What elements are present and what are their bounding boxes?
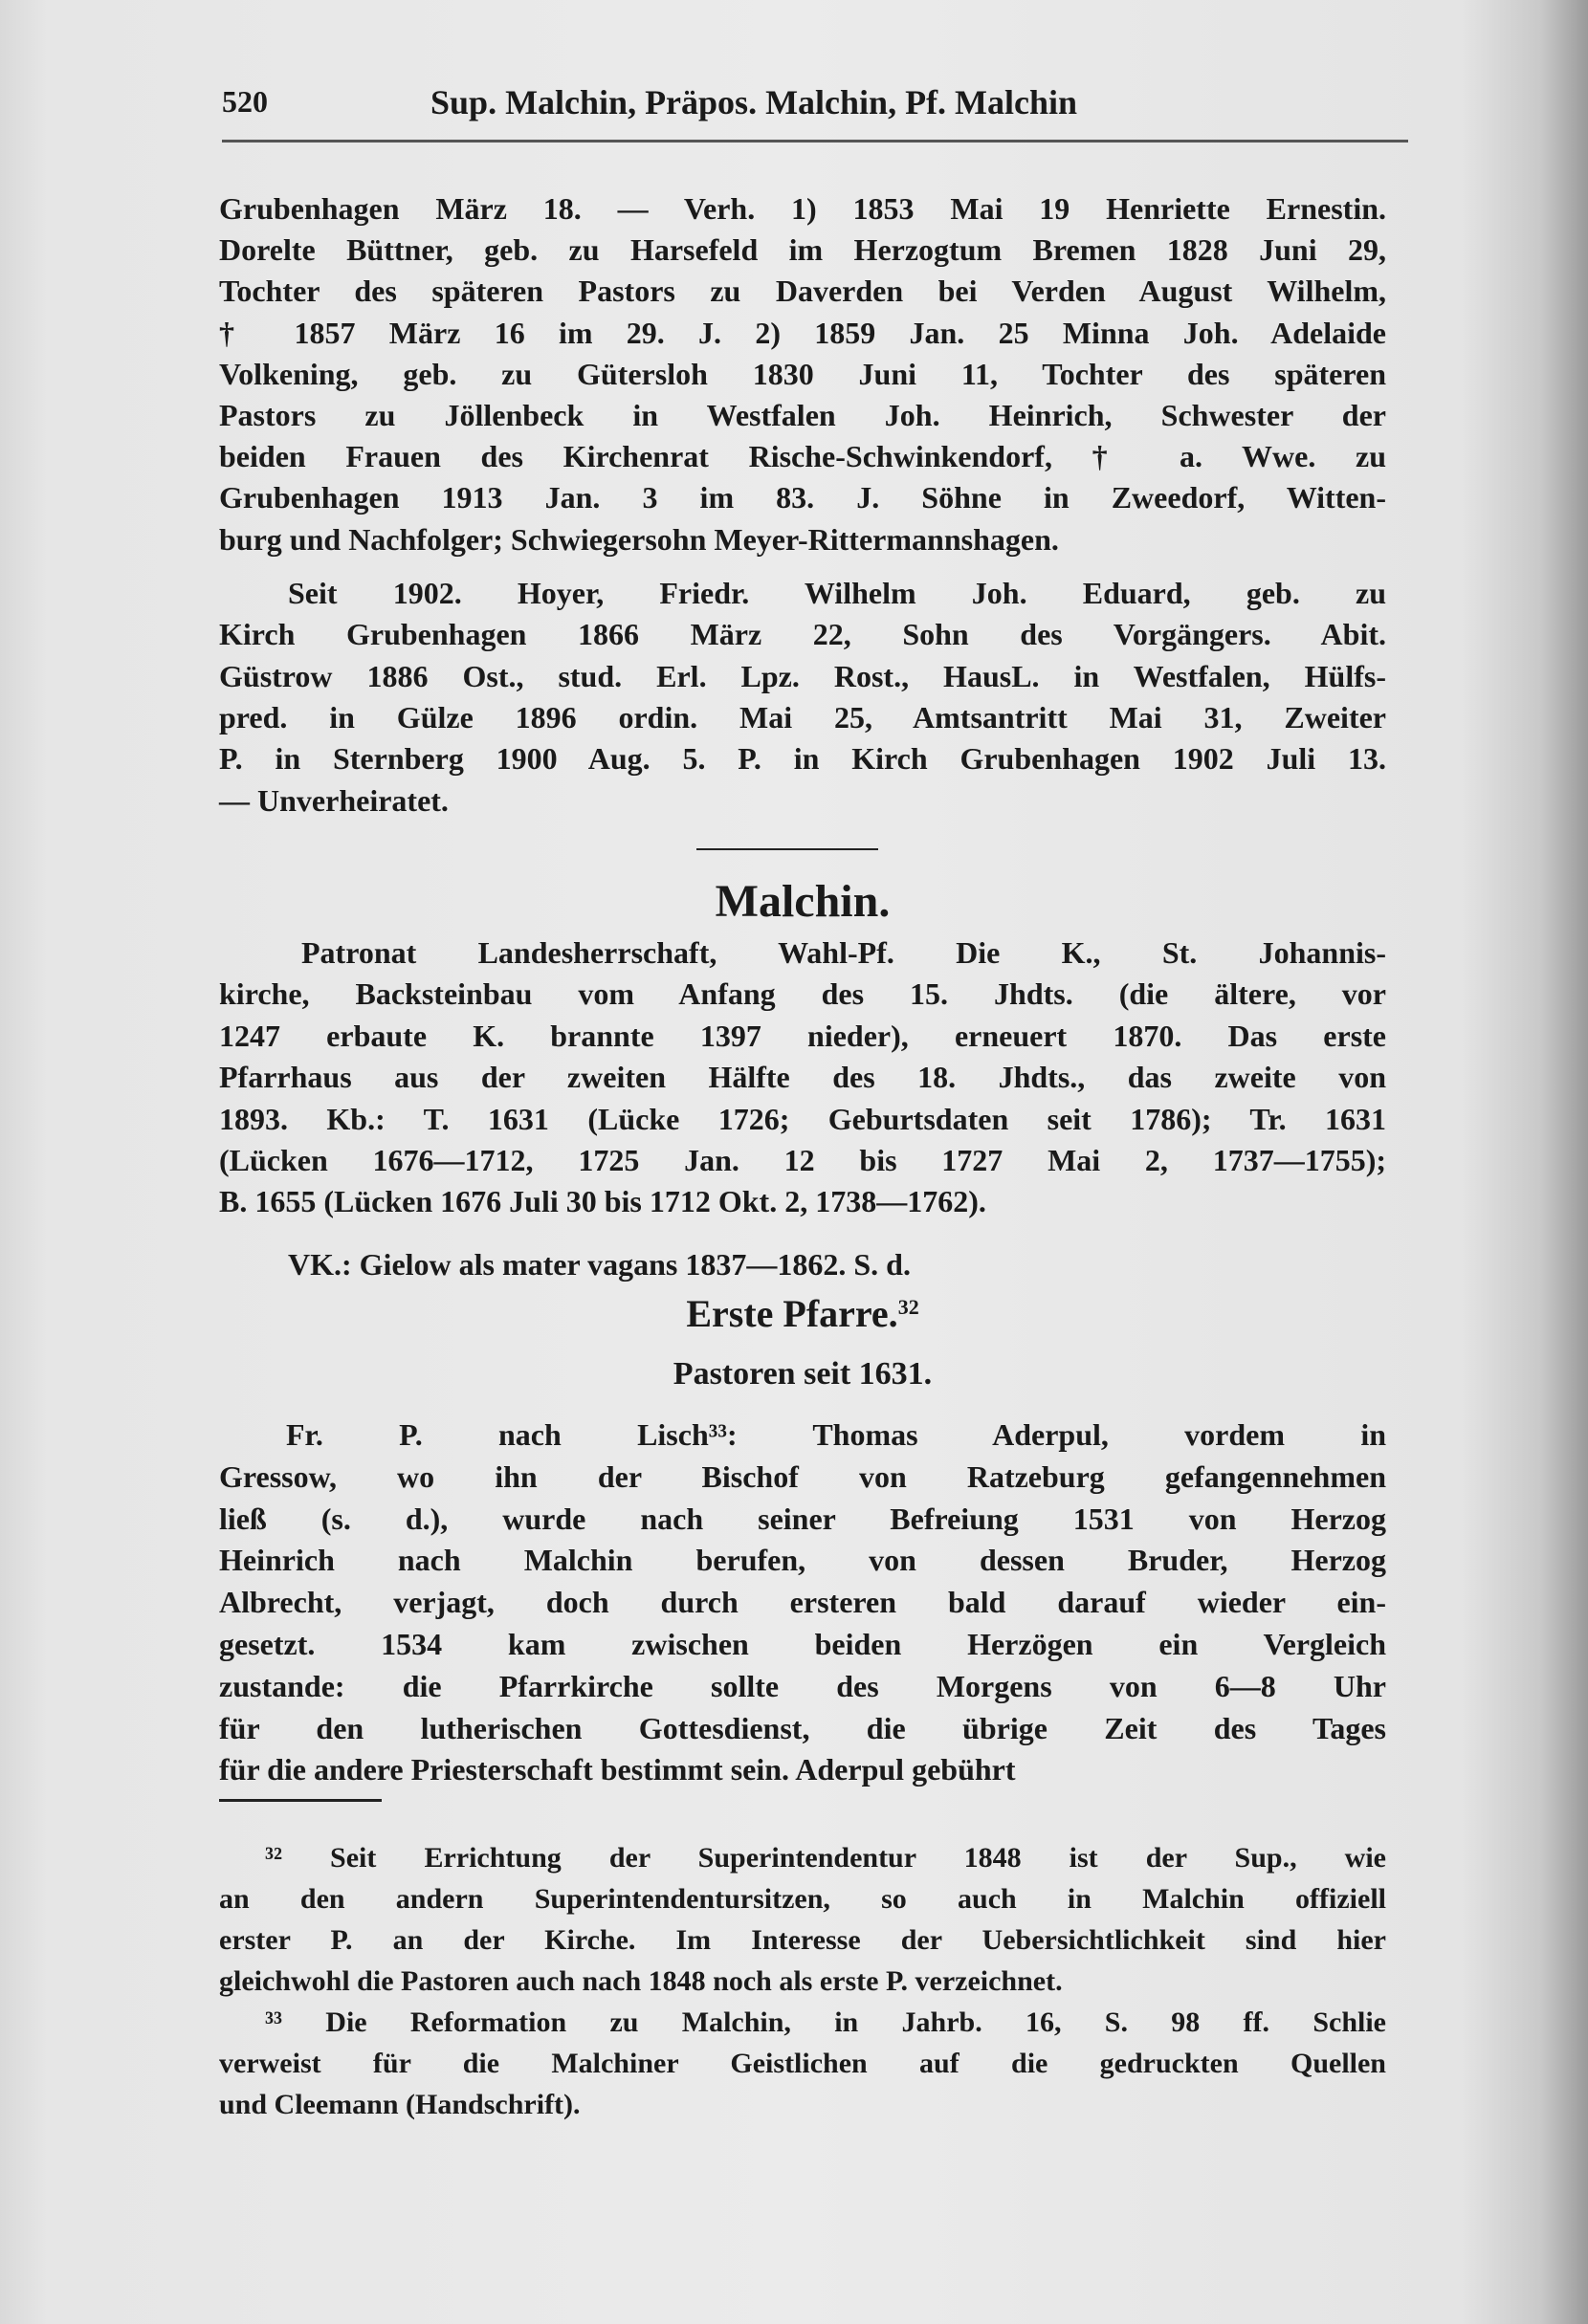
text-line: gleichwohl die Pastoren auch nach 1848 noch als erste P. verzeichnet. (219, 1965, 1063, 1997)
section-divider (696, 848, 878, 850)
text-line: und Cleemann (Handschrift). (219, 2089, 581, 2120)
text-line: Grubenhagen 1913 Jan. 3 im 83. J. Söhne in Zweedorf, Witten- (219, 480, 1386, 515)
text-line: Kirch Grubenhagen 1866 März 22, Sohn des Vorgängers. Abit. (219, 617, 1386, 652)
footnote-rule (219, 1799, 382, 1802)
text-line: B. 1655 (Lücken 1676 Juli 30 bis 1712 Okt. 2, 1738—1762). (219, 1184, 986, 1219)
running-title: Sup. Malchin, Präpos. Malchin, Pf. Malchin (430, 83, 1078, 121)
text-line: beiden Frauen des Kirchenrat Rische-Schwinkendorf, † a. Wwe. zu (219, 439, 1386, 474)
text-line: Heinrich nach Malchin berufen, von dessen Bruder, Herzog (219, 1543, 1386, 1578)
subsection-title (219, 1291, 1386, 1336)
text-line: pred. in Gülze 1896 ordin. Mai 25, Amtsantritt Mai 31, Zweiter (219, 699, 1386, 734)
text-line: Volkening, geb. zu Gütersloh 1830 Juni 11, Tochter des späteren (219, 356, 1386, 391)
header-rule (222, 140, 1408, 143)
text-line: Seit 1902. Hoyer, Friedr. Wilhelm Joh. Eduard, geb. zu (288, 576, 1386, 610)
text-line: Güstrow 1886 Ost., stud. Erl. Lpz. Rost., HausL. in Westfalen, Hülfs- (219, 658, 1386, 693)
text-line: VK.: Gielow als mater vagans 1837—1862. S. d. (288, 1247, 911, 1282)
text-line: Albrecht, verjagt, doch durch ersteren bald darauf wieder ein- (219, 1585, 1386, 1620)
text-line: Dorelte Büttner, geb. zu Harsefeld im Herzogtum Bremen 1828 Juni 29, (219, 232, 1386, 268)
text-line: Patronat Landesherrschaft, Wahl-Pf. Die K., St. Johannis- (301, 935, 1386, 970)
text-line: für die andere Priesterschaft bestimmt sein. Aderpul gebührt (219, 1752, 1016, 1787)
text-line: kirche, Backsteinbau vom Anfang des 15. Jhdts. (die ältere, vor (219, 976, 1386, 1012)
text-line: ließ (s. d.), wurde nach seiner Befreiung 1531 von Herzog (219, 1501, 1386, 1536)
subsection-title-text: Erste Pfarre. (686, 1292, 898, 1335)
text-line: ³³ Die Reformation zu Malchin, in Jahrb. 16, S. 98 ff. Schlie (265, 2006, 1386, 2038)
text-line: 1247 erbaute K. brannte 1397 nieder), erneuert 1870. Das erste (219, 1018, 1386, 1053)
section-title: Malchin. (715, 876, 891, 927)
text-line: verweist für die Malchiner Geistlichen auf die gedruckten Quellen (219, 2048, 1386, 2079)
text-line: † 1857 März 16 im 29. J. 2) 1859 Jan. 25 Minna Joh. Adelaide (219, 315, 1386, 350)
page-number: 520 (222, 84, 268, 119)
text-line: burg und Nachfolger; Schwiegersohn Meyer-Rittermannshagen. (219, 521, 1059, 557)
text-line: — Unverheiratet. (219, 782, 449, 818)
text-line: Tochter des späteren Pastors zu Daverden bei Verden August Wilhelm, (219, 274, 1386, 309)
text-line: P. in Sternberg 1900 Aug. 5. P. in Kirch Grubenhagen 1902 Juli 13. (219, 741, 1386, 777)
text-line: 1893. Kb.: T. 1631 (Lücke 1726; Geburtsdaten seit 1786); Tr. 1631 (219, 1101, 1386, 1136)
text-line: Pfarrhaus aus der zweiten Hälfte des 18. Jhdts., das zweite von (219, 1060, 1386, 1095)
text-line: Fr. P. nach Lisch³³: Thomas Aderpul, vordem in (286, 1417, 1386, 1452)
text-line: (Lücken 1676—1712, 1725 Jan. 12 bis 1727 Mai 2, 1737—1755); (219, 1143, 1386, 1177)
text-line: gesetzt. 1534 kam zwischen beiden Herzögen ein Vergleich (219, 1627, 1386, 1661)
text-line: erster P. an der Kirche. Im Interesse der Uebersichtlichkeit sind hier (219, 1924, 1386, 1956)
text-line: Pastors zu Jöllenbeck in Westfalen Joh. Heinrich, Schwester der (219, 398, 1386, 432)
text-line: Gressow, wo ihn der Bischof von Ratzeburg gefangennehmen (219, 1458, 1386, 1494)
footnote-ref-32[interactable]: 32 (897, 1294, 919, 1319)
text-line: zustande: die Pfarrkirche sollte des Morgens von 6—8 Uhr (219, 1668, 1386, 1703)
text-line: für den lutherischen Gottesdienst, die übrige Zeit des Tages (219, 1710, 1386, 1745)
text-line: ³² Seit Errichtung der Superintendentur 1848 ist der Sup., wie (265, 1842, 1386, 1874)
text-line: Grubenhagen März 18. — Verh. 1) 1853 Mai 19 Henriette Ernestin. (219, 191, 1386, 226)
text-line: an den andern Superintendentursitzen, so auch in Malchin offiziell (219, 1883, 1386, 1915)
list-title: Pastoren seit 1631. (673, 1356, 933, 1392)
